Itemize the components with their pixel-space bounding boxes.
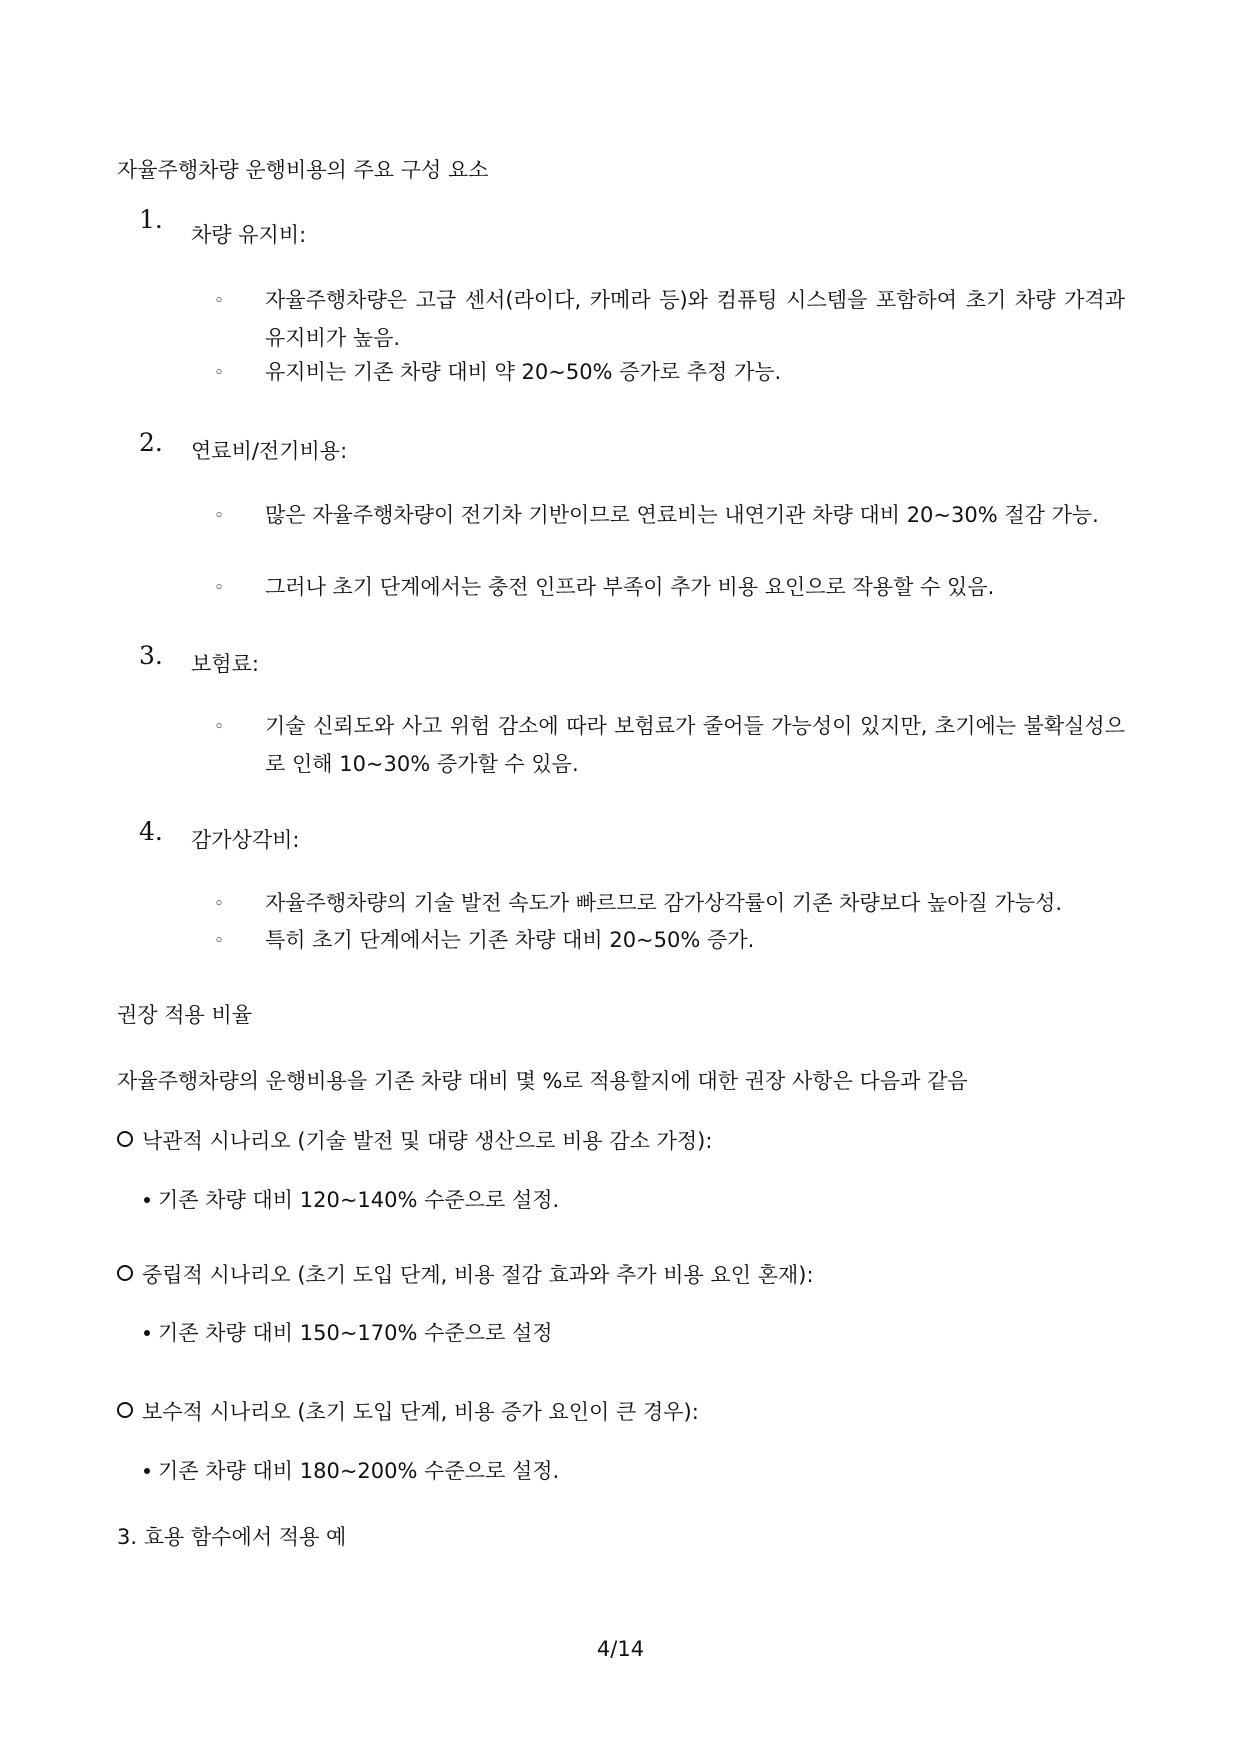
section-heading: 권장 적용 비율 bbox=[117, 1003, 253, 1027]
hollow-bullet-icon: ◦ bbox=[214, 717, 225, 737]
dot-bullet-icon bbox=[144, 1330, 150, 1336]
hollow-bullet-icon: ◦ bbox=[214, 291, 225, 311]
scenario-detail: 기존 차량 대비 150~170% 수준으로 설정 bbox=[158, 1321, 553, 1345]
list-number: 2. bbox=[139, 428, 163, 457]
section-heading: 3. 효용 함수에서 적용 예 bbox=[117, 1525, 347, 1549]
sub-list-item: 자율주행차량은 고급 센서(라이다, 카메라 등)와 컴퓨팅 시스템을 포함하여 초기 차량 가격과 유지비가 높음. bbox=[265, 288, 1125, 350]
list-number: 4. bbox=[139, 817, 163, 846]
circle-bullet-icon bbox=[117, 1131, 133, 1147]
list-item-label: 보험료: bbox=[191, 652, 259, 676]
list-item-label: 감가상각비: bbox=[191, 828, 300, 852]
hollow-bullet-icon: ◦ bbox=[214, 506, 225, 526]
scenario-detail: 기존 차량 대비 120~140% 수준으로 설정. bbox=[158, 1188, 560, 1212]
list-number: 3. bbox=[139, 641, 163, 670]
section-heading: 자율주행차량 운행비용의 주요 구성 요소 bbox=[117, 158, 489, 182]
hollow-bullet-icon: ◦ bbox=[214, 894, 225, 914]
list-item-label: 연료비/전기비용: bbox=[191, 439, 348, 463]
sub-list-item: 기술 신뢰도와 사고 위험 감소에 따라 보험료가 줄어들 가능성이 있지만, 초기에는 불확실성으로 인해 10~30% 증가할 수 있음. bbox=[265, 714, 1125, 776]
scenario-detail: 기존 차량 대비 180~200% 수준으로 설정. bbox=[158, 1459, 560, 1483]
circle-bullet-icon bbox=[117, 1265, 133, 1281]
list-number: 1. bbox=[139, 205, 163, 234]
sub-list-item: 그러나 초기 단계에서는 충전 인프라 부족이 추가 비용 요인으로 작용할 수 있음. bbox=[265, 575, 995, 599]
hollow-bullet-icon: ◦ bbox=[214, 578, 225, 598]
circle-bullet-icon bbox=[117, 1402, 133, 1418]
scenario-title: 중립적 시나리오 (초기 도입 단계, 비용 절감 효과와 추가 비용 요인 혼재): bbox=[142, 1263, 814, 1287]
dot-bullet-icon bbox=[144, 1468, 150, 1474]
sub-list-item: 특히 초기 단계에서는 기존 차량 대비 20~50% 증가. bbox=[265, 928, 755, 952]
scenario-title: 낙관적 시나리오 (기술 발전 및 대량 생산으로 비용 감소 가정): bbox=[142, 1129, 713, 1153]
list-item-label: 차량 유지비: bbox=[191, 223, 307, 247]
scenario-title: 보수적 시나리오 (초기 도입 단계, 비용 증가 요인이 큰 경우): bbox=[142, 1400, 699, 1424]
sub-list-item: 자율주행차량의 기술 발전 속도가 빠르므로 감가상각률이 기존 차량보다 높아질 가능성. bbox=[265, 891, 1063, 915]
dot-bullet-icon bbox=[144, 1197, 150, 1203]
hollow-bullet-icon: ◦ bbox=[214, 931, 225, 951]
hollow-bullet-icon: ◦ bbox=[214, 363, 225, 383]
page-number: 4/14 bbox=[596, 1637, 645, 1661]
sub-list-item: 유지비는 기존 차량 대비 약 20~50% 증가로 추정 가능. bbox=[265, 360, 782, 384]
paragraph: 자율주행차량의 운행비용을 기존 차량 대비 몇 %로 적용할지에 대한 권장 사항은 다음과 같음 bbox=[117, 1069, 968, 1093]
sub-list-item: 많은 자율주행차량이 전기차 기반이므로 연료비는 내연기관 차량 대비 20~30% 절감 가능. bbox=[265, 503, 1099, 527]
